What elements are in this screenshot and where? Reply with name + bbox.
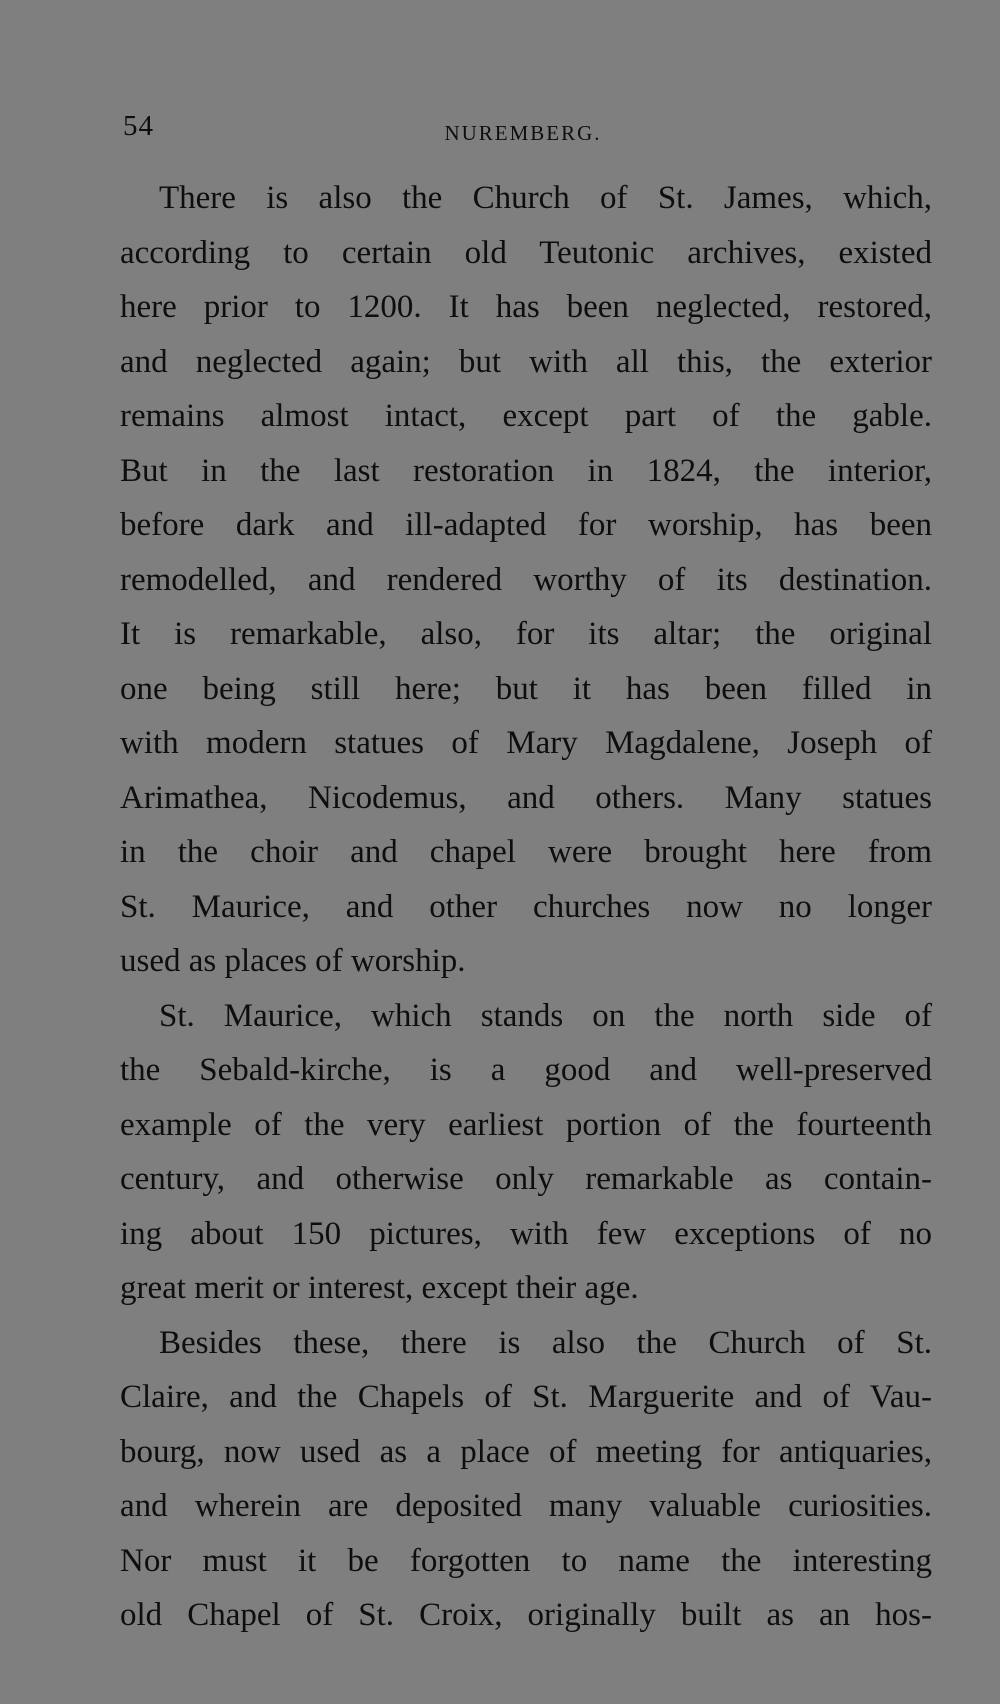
text-line: old Chapel of St. Croix, originally built as an hos- <box>120 1597 932 1633</box>
text-line: It is remarkable, also, for its altar; the original <box>120 616 932 652</box>
text-line: and neglected again; but with all this, the exterior <box>120 343 932 380</box>
text-line: But in the last restoration in 1824, the interior, <box>120 452 932 489</box>
text-line: used as places of worship. <box>120 943 466 979</box>
running-title: NUREMBERG. <box>444 121 602 145</box>
text-line: St. Maurice, and other churches now no longer <box>120 888 932 925</box>
text-line: here prior to 1200. It has been neglected, restored, <box>120 289 932 325</box>
text-line: the Sebald-kirche, is a good and well-preserved <box>120 1052 932 1088</box>
text-line: St. Maurice, which stands on the north side of <box>159 997 932 1034</box>
text-line: remodelled, and rendered worthy of its destination. <box>120 561 932 598</box>
text-line: There is also the Church of St. James, which, <box>159 180 932 216</box>
text-line: remains almost intact, except part of the gable. <box>120 398 932 434</box>
text-line: with modern statues of Mary Magdalene, Joseph of <box>120 725 932 761</box>
text-line: Claire, and the Chapels of St. Marguerite and of Vau- <box>120 1379 932 1415</box>
text-line: bourg, now used as a place of meeting for antiquaries, <box>120 1433 932 1470</box>
text-line: Arimathea, Nicodemus, and others. Many statues <box>120 779 932 816</box>
text-line: one being still here; but it has been filled in <box>120 670 932 707</box>
body-text <box>120 171 932 1643</box>
page-number: 54 <box>123 110 154 142</box>
text-line: in the choir and chapel were brought here from <box>120 834 932 870</box>
text-line: example of the very earliest portion of the fourteenth <box>120 1106 932 1143</box>
text-line: century, and otherwise only remarkable as contain- <box>120 1161 932 1197</box>
text-line: ing about 150 pictures, with few exceptions of no <box>120 1215 932 1252</box>
text-line: and wherein are deposited many valuable curiosities. <box>120 1488 932 1524</box>
text-line: Besides these, there is also the Church of St. <box>159 1324 932 1361</box>
text-line: according to certain old Teutonic archives, existed <box>120 234 932 271</box>
text-line: before dark and ill-adapted for worship, has been <box>120 507 932 543</box>
text-line: Nor must it be forgotten to name the interesting <box>120 1542 932 1579</box>
text-line: great merit or interest, except their age. <box>120 1270 639 1306</box>
